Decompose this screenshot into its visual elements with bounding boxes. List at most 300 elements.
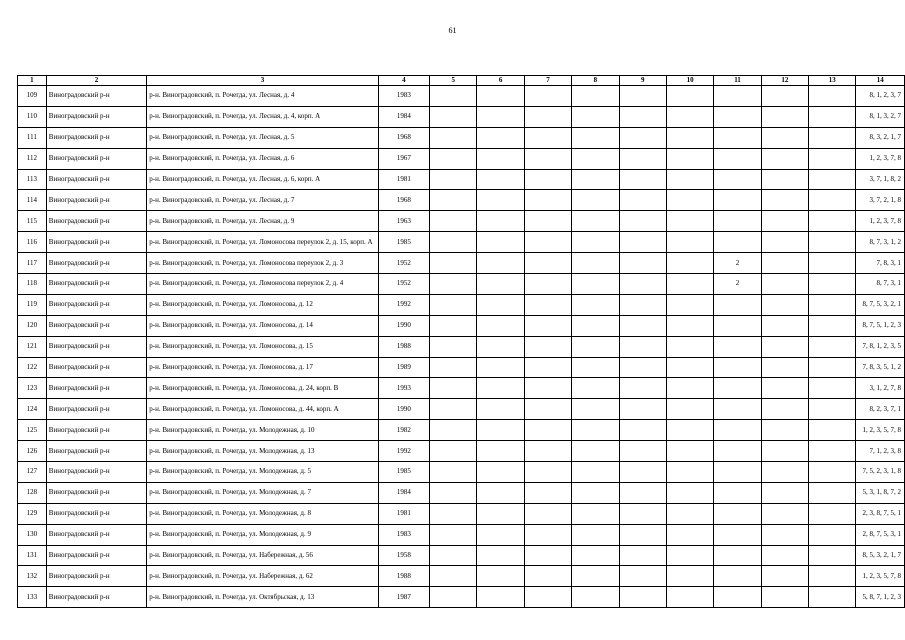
table-row xyxy=(18,441,905,462)
cell-col-8 xyxy=(572,503,619,524)
cell-col-12 xyxy=(761,148,808,169)
column-header-8: 8 xyxy=(572,76,619,86)
cell-col-11 xyxy=(714,169,761,190)
cell-col-11 xyxy=(714,127,761,148)
cell-col-12 xyxy=(761,503,808,524)
cell-col-10 xyxy=(666,253,713,274)
cell-col-7 xyxy=(524,357,571,378)
cell-col-7 xyxy=(524,232,571,253)
column-header-4: 4 xyxy=(378,76,430,86)
cell-col-5 xyxy=(430,127,477,148)
cell-col-3: р-н. Виноградовский, п. Рочегда, ул. Лесная, д. 9 xyxy=(147,211,378,232)
cell-col-4: 1989 xyxy=(378,357,430,378)
cell-col-7 xyxy=(524,524,571,545)
cell-col-1: 125 xyxy=(18,420,47,441)
cell-col-14: 7, 8, 3, 5, 1, 2 xyxy=(856,357,905,378)
cell-col-14: 1, 2, 3, 5, 7, 8 xyxy=(856,566,905,587)
table-row xyxy=(18,566,905,587)
cell-col-2: Виноградовский р-н xyxy=(46,86,146,107)
cell-col-13 xyxy=(809,294,856,315)
cell-col-3: р-н. Виноградовский, п. Рочегда, ул. Ломоносова, д. 12 xyxy=(147,294,378,315)
table-row xyxy=(18,357,905,378)
cell-col-11 xyxy=(714,378,761,399)
cell-col-3: р-н. Виноградовский, п. Рочегда, ул. Набережная, д. 56 xyxy=(147,545,378,566)
data-table xyxy=(17,75,905,608)
cell-col-9 xyxy=(619,86,666,107)
cell-col-1: 128 xyxy=(18,482,47,503)
cell-col-5 xyxy=(430,232,477,253)
cell-col-6 xyxy=(477,482,524,503)
cell-col-11 xyxy=(714,503,761,524)
cell-col-4: 1981 xyxy=(378,169,430,190)
cell-col-1: 119 xyxy=(18,294,47,315)
cell-col-1: 124 xyxy=(18,399,47,420)
cell-col-10 xyxy=(666,378,713,399)
cell-col-14: 8, 3, 2, 1, 7 xyxy=(856,127,905,148)
cell-col-12 xyxy=(761,190,808,211)
cell-col-7 xyxy=(524,482,571,503)
cell-col-5 xyxy=(430,462,477,483)
cell-col-8 xyxy=(572,336,619,357)
cell-col-7 xyxy=(524,399,571,420)
cell-col-12 xyxy=(761,357,808,378)
cell-col-12 xyxy=(761,545,808,566)
cell-col-2: Виноградовский р-н xyxy=(46,503,146,524)
table-row xyxy=(18,315,905,336)
column-header-14: 14 xyxy=(856,76,905,86)
cell-col-12 xyxy=(761,294,808,315)
column-header-2: 2 xyxy=(46,76,146,86)
cell-col-13 xyxy=(809,148,856,169)
cell-col-1: 131 xyxy=(18,545,47,566)
cell-col-1: 122 xyxy=(18,357,47,378)
cell-col-13 xyxy=(809,127,856,148)
cell-col-5 xyxy=(430,399,477,420)
cell-col-14: 1, 2, 3, 7, 8 xyxy=(856,211,905,232)
cell-col-5 xyxy=(430,441,477,462)
cell-col-11 xyxy=(714,399,761,420)
table-row xyxy=(18,378,905,399)
cell-col-11 xyxy=(714,336,761,357)
cell-col-5 xyxy=(430,524,477,545)
cell-col-2: Виноградовский р-н xyxy=(46,524,146,545)
cell-col-4: 1992 xyxy=(378,441,430,462)
cell-col-9 xyxy=(619,524,666,545)
cell-col-7 xyxy=(524,587,571,608)
cell-col-6 xyxy=(477,169,524,190)
cell-col-8 xyxy=(572,482,619,503)
cell-col-1: 111 xyxy=(18,127,47,148)
cell-col-3: р-н. Виноградовский, п. Рочегда, ул. Ломоносова переулок 2, д. 4 xyxy=(147,274,378,295)
cell-col-4: 1985 xyxy=(378,232,430,253)
cell-col-6 xyxy=(477,190,524,211)
cell-col-9 xyxy=(619,106,666,127)
cell-col-9 xyxy=(619,566,666,587)
cell-col-5 xyxy=(430,169,477,190)
cell-col-10 xyxy=(666,524,713,545)
cell-col-6 xyxy=(477,566,524,587)
cell-col-7 xyxy=(524,148,571,169)
cell-col-7 xyxy=(524,315,571,336)
cell-col-5 xyxy=(430,482,477,503)
cell-col-13 xyxy=(809,482,856,503)
cell-col-9 xyxy=(619,253,666,274)
cell-col-12 xyxy=(761,587,808,608)
column-header-5: 5 xyxy=(430,76,477,86)
cell-col-7 xyxy=(524,420,571,441)
cell-col-1: 118 xyxy=(18,274,47,295)
cell-col-14: 7, 8, 3, 1 xyxy=(856,253,905,274)
cell-col-3: р-н. Виноградовский, п. Рочегда, ул. Ломоносова, д. 24, корп. В xyxy=(147,378,378,399)
cell-col-12 xyxy=(761,378,808,399)
cell-col-12 xyxy=(761,315,808,336)
cell-col-5 xyxy=(430,336,477,357)
cell-col-10 xyxy=(666,169,713,190)
cell-col-8 xyxy=(572,211,619,232)
cell-col-8 xyxy=(572,232,619,253)
cell-col-1: 120 xyxy=(18,315,47,336)
cell-col-10 xyxy=(666,566,713,587)
cell-col-8 xyxy=(572,148,619,169)
cell-col-9 xyxy=(619,420,666,441)
cell-col-4: 1988 xyxy=(378,336,430,357)
cell-col-9 xyxy=(619,503,666,524)
cell-col-13 xyxy=(809,232,856,253)
cell-col-6 xyxy=(477,503,524,524)
cell-col-14: 5, 8, 7, 1, 2, 3 xyxy=(856,587,905,608)
cell-col-1: 130 xyxy=(18,524,47,545)
cell-col-2: Виноградовский р-н xyxy=(46,127,146,148)
cell-col-5 xyxy=(430,86,477,107)
table-row xyxy=(18,462,905,483)
cell-col-9 xyxy=(619,587,666,608)
cell-col-8 xyxy=(572,315,619,336)
cell-col-6 xyxy=(477,86,524,107)
cell-col-8 xyxy=(572,462,619,483)
cell-col-11 xyxy=(714,211,761,232)
cell-col-14: 3, 7, 2, 1, 8 xyxy=(856,190,905,211)
cell-col-6 xyxy=(477,462,524,483)
cell-col-2: Виноградовский р-н xyxy=(46,294,146,315)
column-header-13: 13 xyxy=(809,76,856,86)
cell-col-3: р-н. Виноградовский, п. Рочегда, ул. Молодежная, д. 13 xyxy=(147,441,378,462)
table-row xyxy=(18,274,905,295)
cell-col-11 xyxy=(714,482,761,503)
cell-col-1: 127 xyxy=(18,462,47,483)
cell-col-11 xyxy=(714,441,761,462)
table-row xyxy=(18,420,905,441)
table-row xyxy=(18,106,905,127)
cell-col-7 xyxy=(524,86,571,107)
cell-col-6 xyxy=(477,399,524,420)
table-row xyxy=(18,587,905,608)
table-row xyxy=(18,253,905,274)
cell-col-12 xyxy=(761,274,808,295)
cell-col-13 xyxy=(809,399,856,420)
cell-col-5 xyxy=(430,253,477,274)
cell-col-8 xyxy=(572,294,619,315)
cell-col-5 xyxy=(430,148,477,169)
cell-col-12 xyxy=(761,420,808,441)
cell-col-13 xyxy=(809,106,856,127)
cell-col-12 xyxy=(761,566,808,587)
cell-col-13 xyxy=(809,211,856,232)
cell-col-3: р-н. Виноградовский, п. Рочегда, ул. Ломоносова, д. 17 xyxy=(147,357,378,378)
cell-col-2: Виноградовский р-н xyxy=(46,211,146,232)
cell-col-9 xyxy=(619,378,666,399)
cell-col-2: Виноградовский р-н xyxy=(46,336,146,357)
cell-col-10 xyxy=(666,106,713,127)
cell-col-4: 1985 xyxy=(378,462,430,483)
cell-col-5 xyxy=(430,315,477,336)
cell-col-1: 112 xyxy=(18,148,47,169)
cell-col-11 xyxy=(714,232,761,253)
cell-col-4: 1967 xyxy=(378,148,430,169)
cell-col-8 xyxy=(572,253,619,274)
cell-col-3: р-н. Виноградовский, п. Рочегда, ул. Октябрьская, д. 13 xyxy=(147,587,378,608)
cell-col-10 xyxy=(666,399,713,420)
cell-col-2: Виноградовский р-н xyxy=(46,420,146,441)
cell-col-9 xyxy=(619,315,666,336)
column-header-3: 3 xyxy=(147,76,378,86)
column-header-9: 9 xyxy=(619,76,666,86)
cell-col-10 xyxy=(666,86,713,107)
cell-col-12 xyxy=(761,336,808,357)
cell-col-3: р-н. Виноградовский, п. Рочегда, ул. Ломоносова, д. 14 xyxy=(147,315,378,336)
cell-col-2: Виноградовский р-н xyxy=(46,315,146,336)
cell-col-10 xyxy=(666,420,713,441)
cell-col-9 xyxy=(619,148,666,169)
cell-col-8 xyxy=(572,190,619,211)
cell-col-10 xyxy=(666,315,713,336)
cell-col-11 xyxy=(714,148,761,169)
cell-col-6 xyxy=(477,587,524,608)
cell-col-1: 109 xyxy=(18,86,47,107)
cell-col-5 xyxy=(430,294,477,315)
cell-col-5 xyxy=(430,378,477,399)
cell-col-7 xyxy=(524,566,571,587)
cell-col-1: 132 xyxy=(18,566,47,587)
cell-col-3: р-н. Виноградовский, п. Рочегда, ул. Молодежная, д. 8 xyxy=(147,503,378,524)
cell-col-7 xyxy=(524,545,571,566)
column-header-7: 7 xyxy=(524,76,571,86)
cell-col-3: р-н. Виноградовский, п. Рочегда, ул. Лесная, д. 7 xyxy=(147,190,378,211)
cell-col-4: 1987 xyxy=(378,587,430,608)
cell-col-12 xyxy=(761,482,808,503)
cell-col-14: 8, 1, 2, 3, 7 xyxy=(856,86,905,107)
table-row xyxy=(18,148,905,169)
cell-col-13 xyxy=(809,378,856,399)
cell-col-10 xyxy=(666,190,713,211)
cell-col-11 xyxy=(714,106,761,127)
cell-col-13 xyxy=(809,336,856,357)
cell-col-5 xyxy=(430,211,477,232)
cell-col-8 xyxy=(572,357,619,378)
cell-col-6 xyxy=(477,441,524,462)
table-row xyxy=(18,211,905,232)
cell-col-3: р-н. Виноградовский, п. Рочегда, ул. Молодежная, д. 10 xyxy=(147,420,378,441)
cell-col-11 xyxy=(714,357,761,378)
cell-col-13 xyxy=(809,420,856,441)
cell-col-3: р-н. Виноградовский, п. Рочегда, ул. Лесная, д. 6 xyxy=(147,148,378,169)
cell-col-4: 1968 xyxy=(378,190,430,211)
cell-col-12 xyxy=(761,524,808,545)
cell-col-3: р-н. Виноградовский, п. Рочегда, ул. Ломоносова, д. 44, корп. А xyxy=(147,399,378,420)
cell-col-6 xyxy=(477,127,524,148)
cell-col-8 xyxy=(572,399,619,420)
cell-col-12 xyxy=(761,253,808,274)
cell-col-2: Виноградовский р-н xyxy=(46,566,146,587)
cell-col-10 xyxy=(666,357,713,378)
cell-col-9 xyxy=(619,399,666,420)
table-row xyxy=(18,503,905,524)
cell-col-3: р-н. Виноградовский, п. Рочегда, ул. Молодежная, д. 5 xyxy=(147,462,378,483)
table-row xyxy=(18,294,905,315)
cell-col-13 xyxy=(809,566,856,587)
cell-col-13 xyxy=(809,587,856,608)
cell-col-6 xyxy=(477,232,524,253)
cell-col-11 xyxy=(714,420,761,441)
cell-col-9 xyxy=(619,127,666,148)
cell-col-6 xyxy=(477,148,524,169)
cell-col-11 xyxy=(714,524,761,545)
cell-col-9 xyxy=(619,441,666,462)
cell-col-7 xyxy=(524,169,571,190)
cell-col-3: р-н. Виноградовский, п. Рочегда, ул. Ломоносова, д. 15 xyxy=(147,336,378,357)
cell-col-2: Виноградовский р-н xyxy=(46,274,146,295)
cell-col-9 xyxy=(619,357,666,378)
cell-col-7 xyxy=(524,294,571,315)
cell-col-10 xyxy=(666,587,713,608)
cell-col-8 xyxy=(572,420,619,441)
cell-col-3: р-н. Виноградовский, п. Рочегда, ул. Лесная, д. 4 xyxy=(147,86,378,107)
cell-col-5 xyxy=(430,503,477,524)
column-header-11: 11 xyxy=(714,76,761,86)
cell-col-12 xyxy=(761,211,808,232)
cell-col-10 xyxy=(666,545,713,566)
cell-col-11 xyxy=(714,294,761,315)
cell-col-7 xyxy=(524,503,571,524)
cell-col-6 xyxy=(477,211,524,232)
table-row xyxy=(18,399,905,420)
cell-col-11 xyxy=(714,462,761,483)
cell-col-7 xyxy=(524,336,571,357)
cell-col-5 xyxy=(430,190,477,211)
cell-col-5 xyxy=(430,587,477,608)
table-row xyxy=(18,169,905,190)
cell-col-12 xyxy=(761,106,808,127)
table-row xyxy=(18,190,905,211)
column-header-1: 1 xyxy=(18,76,47,86)
cell-col-8 xyxy=(572,86,619,107)
cell-col-14: 8, 5, 3, 2, 1, 7 xyxy=(856,545,905,566)
cell-col-2: Виноградовский р-н xyxy=(46,148,146,169)
cell-col-2: Виноградовский р-н xyxy=(46,545,146,566)
cell-col-2: Виноградовский р-н xyxy=(46,399,146,420)
cell-col-8 xyxy=(572,127,619,148)
cell-col-14: 7, 1, 2, 3, 8 xyxy=(856,441,905,462)
cell-col-7 xyxy=(524,190,571,211)
cell-col-8 xyxy=(572,524,619,545)
cell-col-14: 7, 5, 2, 3, 1, 8 xyxy=(856,462,905,483)
cell-col-9 xyxy=(619,462,666,483)
table-row xyxy=(18,127,905,148)
cell-col-4: 1981 xyxy=(378,503,430,524)
cell-col-12 xyxy=(761,127,808,148)
cell-col-4: 1992 xyxy=(378,294,430,315)
cell-col-4: 1984 xyxy=(378,482,430,503)
cell-col-9 xyxy=(619,169,666,190)
column-header-12: 12 xyxy=(761,76,808,86)
cell-col-1: 126 xyxy=(18,441,47,462)
cell-col-14: 8, 7, 3, 1 xyxy=(856,274,905,295)
cell-col-14: 2, 8, 7, 5, 3, 1 xyxy=(856,524,905,545)
cell-col-9 xyxy=(619,274,666,295)
cell-col-14: 1, 2, 3, 5, 7, 8 xyxy=(856,420,905,441)
cell-col-2: Виноградовский р-н xyxy=(46,190,146,211)
cell-col-3: р-н. Виноградовский, п. Рочегда, ул. Ломоносова переулок 2, д. 15, корп. А xyxy=(147,232,378,253)
cell-col-14: 1, 2, 3, 7, 8 xyxy=(856,148,905,169)
cell-col-14: 8, 2, 3, 7, 1 xyxy=(856,399,905,420)
cell-col-3: р-н. Виноградовский, п. Рочегда, ул. Лесная, д. 6, корп. А xyxy=(147,169,378,190)
cell-col-2: Виноградовский р-н xyxy=(46,106,146,127)
cell-col-7 xyxy=(524,274,571,295)
cell-col-8 xyxy=(572,106,619,127)
cell-col-11: 2 xyxy=(714,253,761,274)
cell-col-12 xyxy=(761,232,808,253)
cell-col-2: Виноградовский р-н xyxy=(46,441,146,462)
cell-col-14: 8, 7, 5, 3, 2, 1 xyxy=(856,294,905,315)
cell-col-11 xyxy=(714,315,761,336)
cell-col-2: Виноградовский р-н xyxy=(46,462,146,483)
cell-col-13 xyxy=(809,545,856,566)
cell-col-10 xyxy=(666,482,713,503)
cell-col-1: 113 xyxy=(18,169,47,190)
cell-col-10 xyxy=(666,148,713,169)
cell-col-9 xyxy=(619,211,666,232)
cell-col-1: 114 xyxy=(18,190,47,211)
cell-col-5 xyxy=(430,420,477,441)
cell-col-8 xyxy=(572,274,619,295)
cell-col-1: 123 xyxy=(18,378,47,399)
cell-col-14: 8, 1, 3, 2, 7 xyxy=(856,106,905,127)
cell-col-1: 121 xyxy=(18,336,47,357)
cell-col-12 xyxy=(761,462,808,483)
page-number: 61 xyxy=(448,26,457,35)
cell-col-13 xyxy=(809,357,856,378)
cell-col-5 xyxy=(430,357,477,378)
cell-col-7 xyxy=(524,462,571,483)
cell-col-13 xyxy=(809,274,856,295)
cell-col-2: Виноградовский р-н xyxy=(46,169,146,190)
cell-col-6 xyxy=(477,106,524,127)
cell-col-8 xyxy=(572,545,619,566)
cell-col-3: р-н. Виноградовский, п. Рочегда, ул. Молодежная, д. 9 xyxy=(147,524,378,545)
cell-col-11 xyxy=(714,86,761,107)
cell-col-2: Виноградовский р-н xyxy=(46,482,146,503)
cell-col-4: 1952 xyxy=(378,253,430,274)
cell-col-12 xyxy=(761,86,808,107)
cell-col-13 xyxy=(809,503,856,524)
cell-col-14: 7, 8, 1, 2, 3, 5 xyxy=(856,336,905,357)
cell-col-9 xyxy=(619,336,666,357)
cell-col-11 xyxy=(714,566,761,587)
cell-col-4: 1990 xyxy=(378,315,430,336)
table-row xyxy=(18,524,905,545)
cell-col-8 xyxy=(572,169,619,190)
cell-col-6 xyxy=(477,420,524,441)
cell-col-3: р-н. Виноградовский, п. Рочегда, ул. Ломоносова переулок 2, д. 3 xyxy=(147,253,378,274)
